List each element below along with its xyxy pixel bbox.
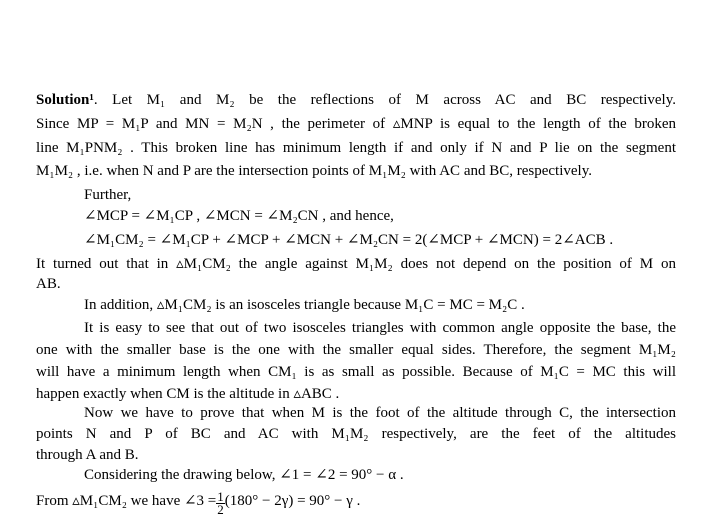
text-line-18: Considering the drawing below, ∠1 = ∠2 = 90° − α .: [84, 467, 404, 483]
text-line-16: points N and P of BC and AC with M₁M₂ respectively, are the feet of the altitudes: [36, 426, 676, 442]
text-line-19: [36, 490, 360, 516]
text-line-9: AB.: [36, 276, 61, 292]
line-19-after: (180° − 2γ) = 90° − γ .: [224, 493, 361, 509]
text-line-17: through A and B.: [36, 447, 139, 463]
text-line-2: Since MP = M₁P and MN = M₂N , the perimeter of ▵MNP is equal to the length of the broken: [36, 116, 676, 132]
text-line-6: ∠MCP = ∠M₁CP , ∠MCN = ∠M₂CN , and hence,: [84, 208, 394, 224]
line-1-rest: . Let M₁ and M₂ be the reflections of M across AC and BC respectively.: [93, 92, 676, 108]
text-line-11: It is easy to see that out of two isosceles triangles with common angle opposite the base, the: [84, 320, 676, 336]
fraction-denominator: 2: [217, 502, 224, 517]
text-line-5: Further,: [84, 187, 132, 203]
line-19-before: From ▵M₁CM₂ we have ∠3 =: [36, 493, 217, 509]
text-line-13: will have a minimum length when CM₁ is as small as possible. Because of M₁C = MC this will: [36, 364, 676, 380]
text-line-15: Now we have to prove that when M is the foot of the altitude through C, the intersection: [84, 405, 676, 421]
text-line-12: one with the smaller base is the one with the smaller equal sides. Therefore, the segment M₁M₂: [36, 342, 676, 358]
solution-heading: Solution¹: [36, 92, 94, 108]
text-line-14: happen exactly when CM is the altitude in ▵ABC .: [36, 386, 340, 402]
text-line-7: ∠M₁CM₂ = ∠M₁CP + ∠MCP + ∠MCN + ∠M₂CN = 2(∠MCP + ∠MCN) = 2∠ACB .: [84, 232, 614, 248]
fraction-one-half: [216, 491, 225, 516]
text-line-3: line M₁PNM₂ . This broken line has minimum length if and only if N and P lie on the segment: [36, 140, 676, 156]
text-line-1: [36, 89, 676, 112]
text-line-10: In addition, ▵M₁CM₂ is an isosceles triangle because M₁C = MC = M₂C .: [84, 297, 525, 313]
fraction-numerator: 1: [217, 489, 224, 504]
text-line-4: M₁M₂ , i.e. when N and P are the intersection points of M₁M₂ with AC and BC, respectively.: [36, 163, 592, 179]
text-line-8: It turned out that in ▵M₁CM₂ the angle against M₁M₂ does not depend on the position of M on: [36, 256, 676, 272]
